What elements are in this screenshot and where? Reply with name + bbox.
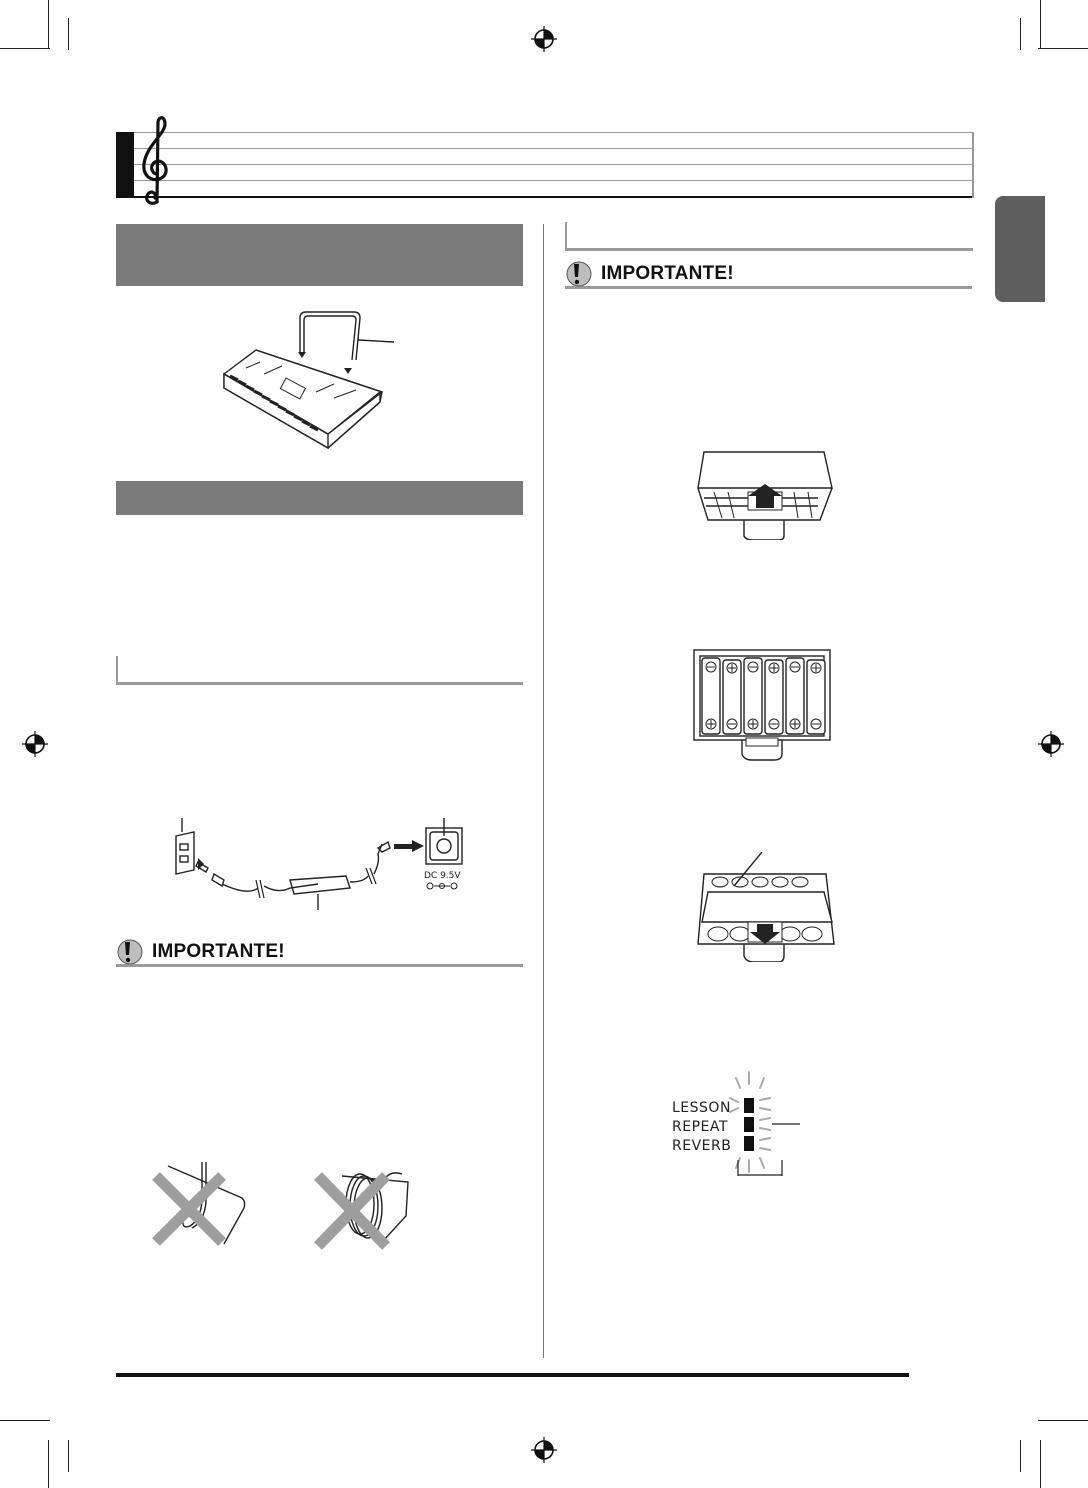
registration-mark-icon xyxy=(1038,731,1064,757)
important-label: IMPORTANTE! xyxy=(152,941,285,962)
staff-end xyxy=(972,132,974,198)
crop-mark xyxy=(0,1420,50,1421)
footer-rule xyxy=(116,1373,909,1377)
crop-mark xyxy=(1020,18,1021,50)
staff-bottom-line xyxy=(134,196,974,198)
battery-compartment-illustration xyxy=(692,648,832,762)
lamp-label-reverb: REVERB xyxy=(672,1138,732,1154)
staff-line xyxy=(134,148,974,149)
crop-mark xyxy=(1040,1440,1041,1488)
cord-bend-illustration xyxy=(150,1160,250,1250)
treble-clef-icon xyxy=(138,114,174,210)
registration-mark-icon xyxy=(531,1437,557,1463)
warning-icon xyxy=(565,260,595,288)
battery-cover-replace-illustration xyxy=(694,852,838,962)
battery-cover-remove-illustration xyxy=(694,448,836,540)
dc-jack-label: DC 9.5V xyxy=(424,871,461,881)
section-bar xyxy=(116,224,523,286)
lamp-label-repeat: REPEAT xyxy=(672,1119,728,1135)
crop-mark xyxy=(68,18,69,50)
crop-mark xyxy=(1038,48,1088,49)
important-header xyxy=(116,940,523,967)
subsection-heading xyxy=(565,222,973,251)
crop-mark xyxy=(1040,0,1041,48)
staff-line xyxy=(134,164,974,165)
crop-mark xyxy=(48,0,49,48)
cord-wrap-illustration xyxy=(312,1166,422,1252)
staff-block xyxy=(116,132,134,198)
important-header xyxy=(565,262,972,289)
thumb-tab xyxy=(995,196,1045,302)
lamp-label-lesson: LESSON xyxy=(672,1100,731,1116)
column-divider xyxy=(543,224,544,1358)
crop-mark xyxy=(68,1440,69,1472)
section-bar xyxy=(116,481,523,515)
crop-mark xyxy=(48,1440,49,1488)
subsection-heading xyxy=(116,656,523,685)
registration-mark-icon xyxy=(531,26,557,52)
registration-mark-icon xyxy=(22,731,48,757)
crop-mark xyxy=(1020,1440,1021,1472)
important-label: IMPORTANTE! xyxy=(601,263,734,284)
lamp-indicators-illustration xyxy=(728,1064,824,1176)
ac-adapter-illustration xyxy=(168,818,470,910)
staff-line xyxy=(134,132,974,133)
crop-mark xyxy=(0,48,50,49)
warning-icon xyxy=(116,938,146,966)
crop-mark xyxy=(1038,1420,1088,1421)
keyboard-illustration xyxy=(216,306,416,456)
staff-line xyxy=(134,180,974,181)
